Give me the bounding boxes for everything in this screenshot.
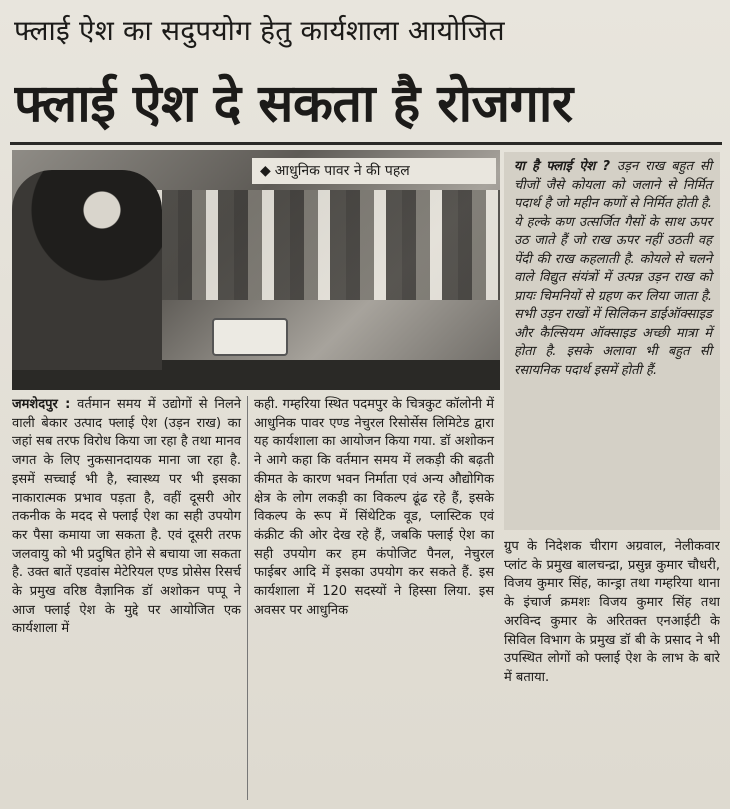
- photo-caption-text: आधुनिक पावर ने की पहल: [274, 163, 410, 179]
- kicker-headline: फ्लाई ऐश का सदुपयोग हेतु कार्यशाला आयोजित: [14, 14, 505, 47]
- projector-image: [212, 318, 288, 356]
- photo-caption: [252, 158, 496, 184]
- headline-divider: [10, 142, 722, 145]
- article-column-1: [12, 396, 248, 800]
- info-box-question: या है फ्लाई ऐश ?: [514, 159, 611, 174]
- article-column-2: [254, 396, 498, 800]
- info-box-text: उड़न राख बहुत सी चीजों जैसे कोयला को जलाने से निर्मित पदार्थ है जो महीन कणों से निर्मित होती है. ये हल्के कण उत्सर्जित गैसों के साथ ऊपर उठ जाते हैं जो राख ऊपर नहीं उठती वह पेंदी की राख कहलाती है. कोयले से चलने वाले विद्युत संयंत्रों में उत्पन्न उड़न राख को प्रायः चिमनियों से ग्रहण कर लिया जाता है. सभी उड़न राखों में सिलिकन डाईऑक्साइड और कैल्सियम ऑक्साइड अच्छी मात्रा में होता है. इसके अलावा भी बहुत सी रसायनिक पदार्थ इसमें होती हैं.: [514, 159, 712, 378]
- diamond-bullet-icon: ◆: [260, 163, 271, 179]
- audience-image: [122, 190, 500, 300]
- speaker-image: [12, 170, 162, 370]
- article-col3-text: ग्रुप के निदेशक चीराग अग्रवाल, नेलीकवार प्लांट के प्रमुख बालचन्द्रा, प्रसुन्न कुमार चौधरी, विजय कुमार सिंह, कान्ड्रा तथा गम्हरिया थाना के इंचार्ज क्रमशः विजय कुमार सिंह तथा अरविन्द कुमार के अरितक्त एनआईटी के सिविल विभाग के प्रमुख डॉ बी के प्रसाद ने भी उपस्थित लोगों को फ्लाई ऐश के लाभ के बारे में बताया.: [504, 539, 720, 685]
- article-col2-text: कही. गम्हरिया स्थित पदमपुर के चित्रकुट कॉलोनी में आधुनिक पावर एण्ड नेचुरल रिसोर्सेस लिमिटेड द्वारा यह कार्यशाला का आयोजन किया गया. डॉ अशोकन ने आगे कहा कि वर्तमान समय में लकड़ी की बढ़ती कीमत के कारण भवन निर्माता एवं अन्य औद्योगिक क्षेत्र के लोग लकड़ी का विकल्प ढूंढ रहे हैं, इसके विकल्प के रूप में सिंथेटिक वूड, प्लास्टिक एवं कंक्रीट की ओर देख रहे हैं, जबकि फ्लाई ऐश का सही उपयोग कर हम कंपोजिट पैनल, नेचुरल फाईबर आदि में इसका उपयोग कर सकते हैं. इस कार्यशाला में 120 सदस्यों ने हिस्सा लिया. इस अवसर पर आधुनिक: [254, 397, 494, 618]
- article-col1-text: वर्तमान समय में उद्योगों से निलने वाली बेकार उत्पाद फ्लाई ऐश (उड़न राख) का जहां सब तरफ विरोध किया जा रहा है तथा मानव जगत के लिए नुकसानदायक माना जा रहा है. इसमें सच्चाई भी है, स्वास्थ्य पर भी इसका नाकारात्मक प्रभाव पड़ता है, वहीं दूसरी ओर तकनीक के मदद से फ्लाई ऐश का सही उपयोग कर पैसा कमाया जा सकता है. एवं दूसरी तरफ जलवायु को भी प्रदुषित होने से बचाया जा सकता है. उक्त बातें एडवांस मेटेरियल एण्ड प्रोसेस रिसर्च के प्रमुख वरिष्ठ वैज्ञानिक डॉ अशोकन पप्पू ने आज फ्लाई ऐश के मुद्दे पर आयोजित एक कार्यशाला में: [12, 397, 241, 637]
- workshop-photo: [12, 150, 500, 390]
- article-column-3: [504, 538, 720, 804]
- main-headline: फ्लाई ऐश दे सकता है रोजगार: [14, 73, 573, 134]
- info-box-what-is-fly-ash: [504, 152, 720, 530]
- dateline: जमशेदपुर :: [12, 397, 71, 412]
